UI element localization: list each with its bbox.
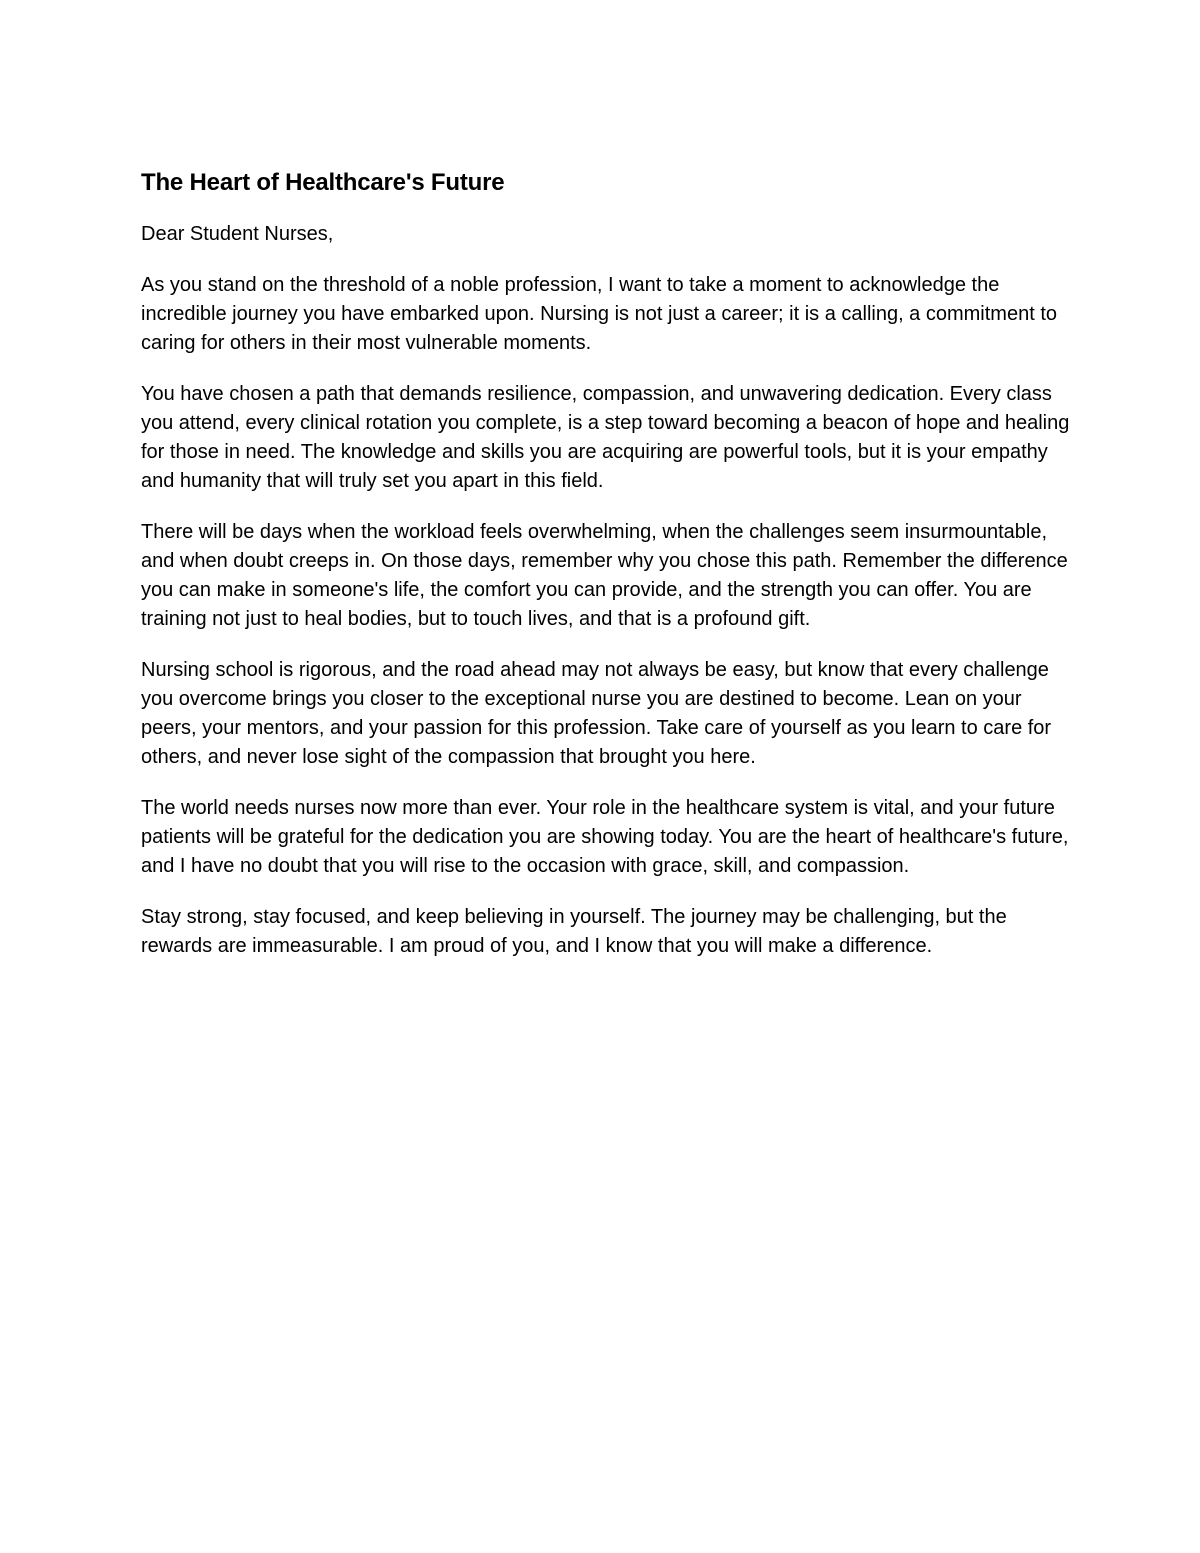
paragraph-1: As you stand on the threshold of a noble profession, I want to take a moment to acknowledge the incredible journey you have embarked upon. Nursing is not just a career; it is a calling, a commitment to caring for others in their most vulnerable moments. xyxy=(141,274,1058,354)
document-title: The Heart of Healthcare's Future xyxy=(141,169,505,196)
letter-body xyxy=(141,168,1071,961)
paragraph-3: There will be days when the workload feels overwhelming, when the challenges seem insurmountable, and when doubt creeps in. On those days, remember why you chose this path. Remember the difference you can make in someone's life, the comfort you can provide, and the strength you can offer. You are training not just to heal bodies, but to touch lives, and that is a profound gift. xyxy=(141,521,1068,630)
paragraph-2: You have chosen a path that demands resilience, compassion, and unwavering dedication. Every class you attend, every clinical rotation you complete, is a step toward becoming a beacon of hope and healing for those in need. The knowledge and skills you are acquiring are powerful tools, but it is your empathy and humanity that will truly set you apart in this field. xyxy=(141,383,1070,492)
paragraph-5: The world needs nurses now more than ever. Your role in the healthcare system is vital, and your future patients will be grateful for the dedication you are showing today. You are the heart of healthcare's future, and I have no doubt that you will rise to the occasion with grace, skill, and compassion. xyxy=(141,797,1069,877)
paragraph-4: Nursing school is rigorous, and the road ahead may not always be easy, but know that every challenge you overcome brings you closer to the exceptional nurse you are destined to become. Lean on your peers, your mentors, and your passion for this profession. Take care of yourself as you learn to care for others, and never lose sight of the compassion that brought you here. xyxy=(141,659,1052,768)
salutation: Dear Student Nurses, xyxy=(141,223,334,245)
paragraph-6: Stay strong, stay focused, and keep believing in yourself. The journey may be challenging, but the rewards are immeasurable. I am proud of you, and I know that you will make a difference. xyxy=(141,906,1007,957)
